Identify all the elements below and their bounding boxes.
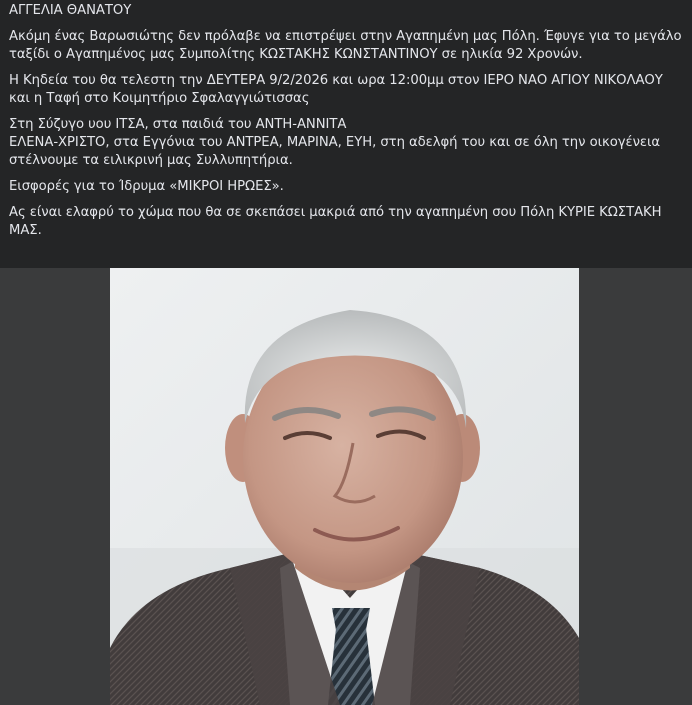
portrait-photo[interactable] <box>110 268 579 705</box>
portrait-illustration <box>110 268 579 705</box>
condolences-line-2: ΕΛΕΝΑ-ΧΡΙΣΤΟ, στα Εγγόνια του ΑΝΤΡΕΑ, ΜΑΡΙΝΑ, ΕΥΗ, στη αδελφή του και σε όλη την οικογένεια στέλνουμε τα ειλικρινή μας Συλλυπητήρια. <box>9 135 661 168</box>
post-text-block <box>0 0 692 268</box>
post-paragraph-condolences <box>9 116 684 170</box>
condolences-line-1: Στη Σύζυγο υου ΙΤΣΑ, στα παιδιά του ΑΝΤΗ-ΑΝΝΙΤΑ <box>9 117 347 132</box>
post-paragraph-funeral-details: Η Κηδεία του θα τελεστη την ΔΕΥΤΕΡΑ 9/2/2026 και ωρα 12:00μμ στον ΙΕΡΟ ΝΑΟ ΑΓΙΟΥ ΝΙΚΟΛΑΟΥ και η Ταφή στο Κοιμητήριο Σφαλαγγιώτισσας <box>9 73 663 106</box>
post-paragraph-announcement: Ακόμη ένας Βαρωσιώτης δεν πρόλαβε να επιστρέψει στην Αγαπημένη μας Πόλη. Έφυγε για το μεγάλο ταξίδι ο Αγαπημένος μας Συμπολίτης ΚΩΣΤΑΚΗΣ ΚΩΝΣΤΑΝΤΙΝΟΥ σε ηλικία 92 Χρονών. <box>9 29 682 62</box>
post-title: ΑΓΓΕΛΙΑ ΘΑΝΑΤΟΥ <box>9 3 132 18</box>
post-paragraph-farewell: Ας είναι ελαφρύ το χώμα που θα σε σκεπάσει μακριά από την αγαπημένη σου Πόλη ΚΥΡΙΕ ΚΩΣΤΑΚΗ ΜΑΣ. <box>9 205 662 238</box>
post-media[interactable] <box>0 268 692 705</box>
post-paragraph-donations: Εισφορές για το Ίδρυμα «ΜΙΚΡΟΙ ΗΡΩΕΣ». <box>9 179 284 194</box>
